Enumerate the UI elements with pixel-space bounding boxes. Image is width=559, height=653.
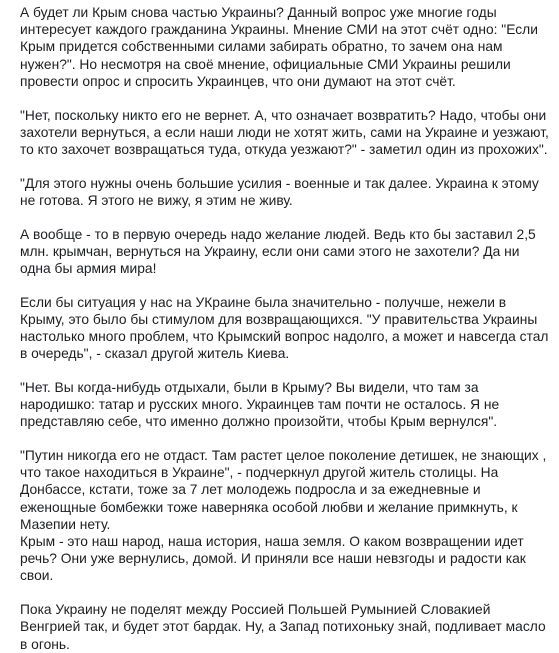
post-paragraph-3: "Для этого нужны очень большие усилия - военные и так далее. Украина к этому не готова. Я этого не вижу, я этим не живу. bbox=[20, 175, 539, 208]
post-paragraph-8: Пока Украину не поделят между Россией Польшей Румынией Словакией Венгрией так, и будет этот бардак. Ну, а Запад потихоньку знай, подливает масло в огонь. bbox=[20, 602, 546, 652]
post-paragraph-6: "Нет. Вы когда-нибудь отдыхали, были в Крыму? Вы видели, что там за народишко: татар и русских много. Украинцев там почти не осталось. Я не представляю себе, что именно должно произойти, чтобы Крым вернулся". bbox=[20, 379, 500, 430]
post-paragraph-1: А будет ли Крым снова частью Украины? Данный вопрос уже многие годы интересует каждого гражданина Украины. Мнение СМИ на этот счёт одно: "Если Крым придется собственными силами забирать обратно, то зачем она нам нужен?". Но несмотря на своё мнение, официальные СМИ Украины решили провести опрос и спросить Украинцев, что они думают на этот счёт. bbox=[20, 5, 538, 89]
post-paragraph-2: "Нет, поскольку никто его не вернет. А, что означает возвратить? Надо, чтобы они захотели вернуться, а если наши люди не хотят жить, сами на Украине и уезжают, то кто захочет возвращаться туда, откуда уезжают?" - заметил один из прохожих". bbox=[20, 107, 549, 157]
post-paragraph-7: "Путин никогда его не отдаст. Там растет целое поколение детишек, не знающих , что такое находиться в Украине", - подчеркнул другой житель столицы. На Донбассе, кстати, тоже за 7 лет молодежь подросла и за ежедневные и еженощные бомбежки тоже наверняка особой любви и желание примкнуть, к Мазепии нету. Крым - это наш народ, наша история, наша земля. О каком возвращении идет речь? Они уже вернулись, домой. И приняли все наши невзгоды и радости как свои. bbox=[20, 448, 547, 584]
post-paragraph-4: А вообще - то в первую очередь надо желание людей. Ведь кто бы заставил 2,5 млн. крымчан, вернуться на Украину, если они сами этого не захотели? Да ни одна бы армия мира! bbox=[20, 226, 536, 276]
post-paragraph-5: Если бы ситуация у нас на УКраине была значительно - получше, нежели в Крыму, это было бы стимулом для возвращающихся. "У правительства Украины настолько много проблем, что Крымский вопрос надолго, а может и навсегда стал в очередь", - сказал другой житель Киева. bbox=[20, 294, 549, 362]
